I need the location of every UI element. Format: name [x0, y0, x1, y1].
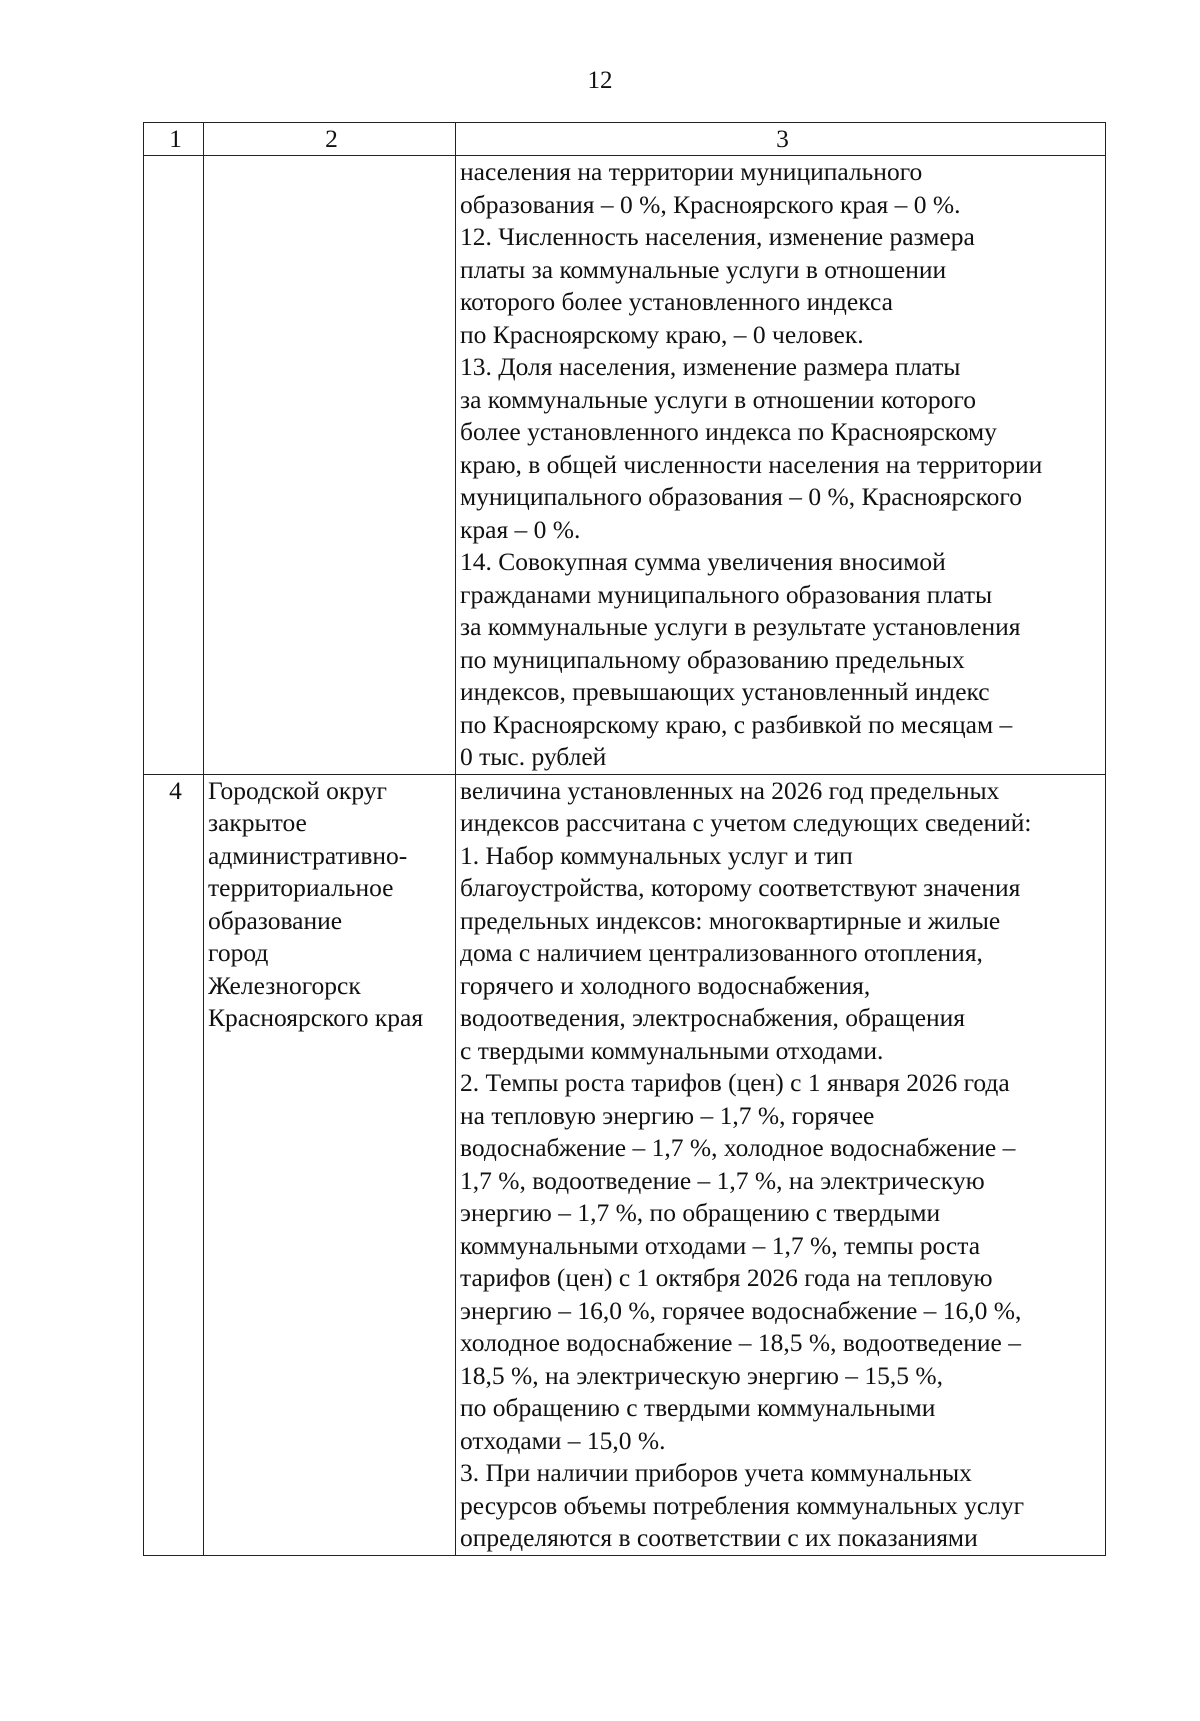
description-line: за коммунальные услуги в отношении которого [460, 384, 976, 414]
municipality-name-line: Городской округ [208, 775, 387, 805]
municipality-name-line: территориальное [208, 873, 394, 902]
row-number-cell: 4 [144, 774, 204, 1555]
description-line: населения на территории муниципального [460, 157, 923, 186]
description-line: краю, в общей численности населения на территории [460, 449, 1043, 479]
table-row [144, 774, 1106, 1555]
municipality-name-line: закрытое [208, 808, 307, 837]
data-table [143, 122, 1106, 1556]
description-line: края – 0 %. [460, 514, 581, 544]
description-line: 14. Совокупная сумма увеличения вносимой [460, 547, 946, 576]
description-line: образования – 0 %, Красноярского края – 0 %. [460, 189, 961, 219]
description-line: по обращению с твердыми коммунальными [460, 1393, 936, 1422]
description-line: на тепловую энергию – 1,7 %, горячее [460, 1100, 875, 1130]
description-line: 18,5 %, на электрическую энергию – 15,5 %, [460, 1360, 943, 1390]
description-line: коммунальными отходами – 1,7 %, темпы роста [460, 1230, 981, 1260]
description-line: 1. Набор коммунальных услуг и тип [460, 840, 853, 870]
description-line: дома с наличием централизованного отопления, [460, 938, 983, 967]
description-line: муниципального образования – 0 %, Красноярского [460, 482, 1023, 511]
table-header-row [144, 123, 1106, 156]
description-line: 12. Численность населения, изменение размера [460, 222, 975, 251]
municipality-name-line: город [208, 938, 269, 967]
description-line: определяются в соответствии с их показаниями [460, 1523, 978, 1552]
description-line: 13. Доля населения, изменение размера платы [460, 352, 961, 381]
description-line: с твердыми коммунальными отходами. [460, 1035, 884, 1065]
municipality-name-line: Красноярского края [208, 1003, 424, 1032]
table-row [144, 156, 1106, 775]
description-line: 2. Темпы роста тарифов (цен) с 1 января 2026 года [460, 1068, 1010, 1097]
description-line: величина установленных на 2026 год предельных [460, 775, 1000, 805]
page-number: 12 [587, 67, 613, 94]
description-line: энергию – 16,0 %, горячее водоснабжение – 16,0 %, [460, 1295, 1022, 1325]
description-line: водоотведения, электроснабжения, обращения [460, 1003, 966, 1032]
description-line: индексов рассчитана с учетом следующих сведений: [460, 808, 1032, 837]
row-number-cell [144, 156, 204, 775]
description-line: 3. При наличии приборов учета коммунальных [460, 1458, 972, 1487]
description-line: по муниципальному образованию предельных [460, 644, 965, 674]
description-line: горячего и холодного водоснабжения, [460, 970, 871, 1000]
description-line: за коммунальные услуги в результате установления [460, 612, 1021, 641]
municipality-name-line: административно- [208, 840, 408, 870]
description-cell [456, 774, 1106, 1555]
municipality-name-line: Железногорск [208, 970, 361, 1000]
description-line: по Красноярскому краю, с разбивкой по месяцам – [460, 709, 1013, 739]
description-line: благоустройства, которому соответствуют значения [460, 873, 1021, 902]
column-header-2: 2 [204, 123, 456, 156]
municipality-name-line: образование [208, 905, 343, 935]
municipality-name-cell [204, 156, 456, 775]
description-line: платы за коммунальные услуги в отношении [460, 254, 947, 284]
description-line: ресурсов объемы потребления коммунальных услуг [460, 1490, 1025, 1520]
description-line: отходами – 15,0 %. [460, 1425, 666, 1455]
column-header-1: 1 [144, 123, 204, 156]
description-line: индексов, превышающих установленный индекс [460, 677, 990, 706]
description-cell [456, 156, 1106, 775]
description-line: гражданами муниципального образования платы [460, 579, 993, 609]
column-header-3: 3 [456, 123, 1106, 156]
description-line: 1,7 %, водоотведение – 1,7 %, на электрическую [460, 1165, 985, 1195]
description-line: водоснабжение – 1,7 %, холодное водоснабжение – [460, 1133, 1016, 1162]
municipality-name-cell [204, 774, 456, 1555]
description-line: которого более установленного индекса [460, 287, 893, 316]
description-line: энергию – 1,7 %, по обращению с твердыми [460, 1198, 941, 1227]
description-line: холодное водоснабжение – 18,5 %, водоотведение – [460, 1328, 1021, 1357]
description-line: предельных индексов: многоквартирные и жилые [460, 905, 1001, 935]
description-line: более установленного индекса по Красноярскому [460, 417, 997, 446]
description-line: тарифов (цен) с 1 октября 2026 года на тепловую [460, 1263, 993, 1292]
description-line: по Красноярскому краю, – 0 человек. [460, 319, 864, 349]
description-line: 0 тыс. рублей [460, 742, 607, 771]
